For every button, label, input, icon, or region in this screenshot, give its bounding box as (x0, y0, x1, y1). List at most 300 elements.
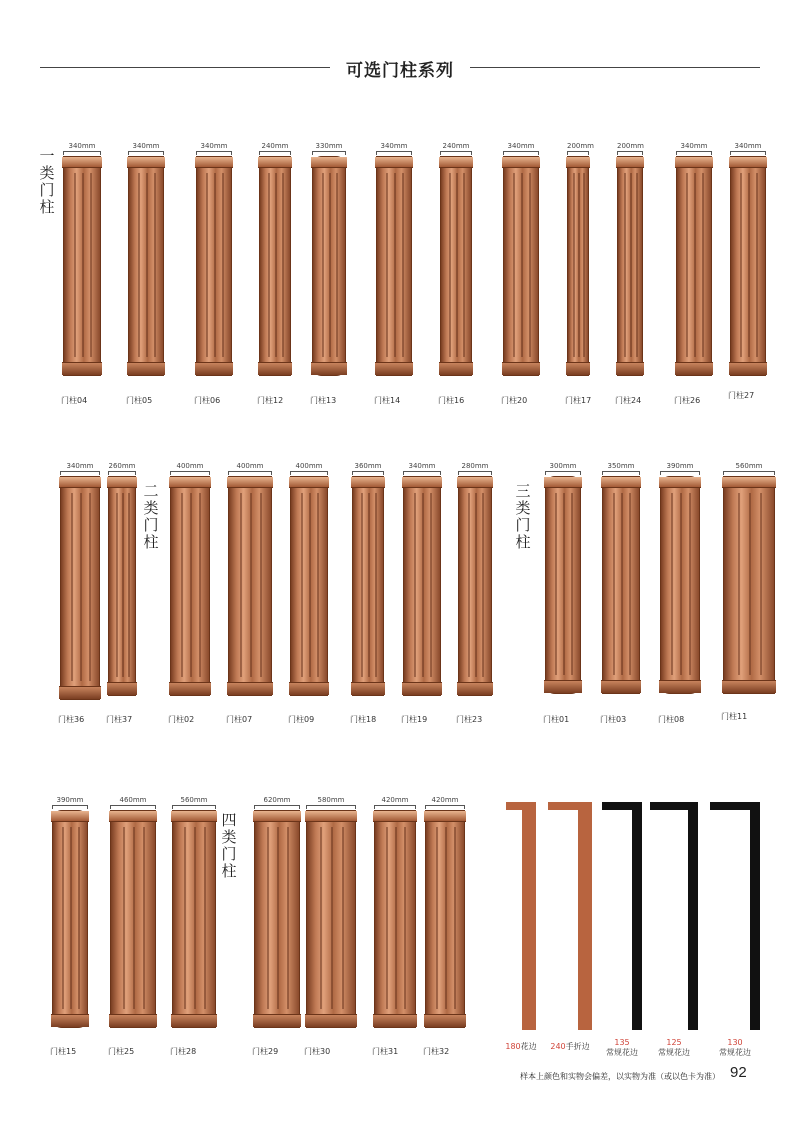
dimension-bracket (108, 471, 136, 475)
pillar-item (376, 142, 412, 376)
pillar-label: 门柱07 (226, 715, 253, 724)
frame-size: 130 (727, 1038, 743, 1047)
pillar-groove (386, 827, 388, 1009)
pillar-groove (449, 173, 451, 357)
dimension-bracket (52, 805, 88, 809)
pillar-groove (529, 173, 531, 357)
pillar-groove (143, 827, 145, 1009)
pillar-base (109, 1014, 157, 1027)
pillar-base (566, 362, 590, 375)
pillar-base (424, 1014, 466, 1027)
pillar-cap (616, 157, 644, 168)
pillar-groove (555, 493, 557, 675)
dimension-bracket (602, 471, 640, 475)
pillar-groove (375, 493, 377, 677)
pillar-groove (309, 493, 311, 677)
pillar-groove (206, 173, 208, 357)
pillar-image (52, 810, 88, 1028)
pillar-label: 门柱24 (615, 396, 642, 405)
pillar-width: 580mm (317, 796, 345, 804)
dimension-bracket (425, 805, 465, 809)
pillar-image (172, 810, 216, 1028)
pillar-item (170, 462, 210, 696)
pillar-groove (133, 827, 135, 1009)
pillar-groove (222, 173, 224, 357)
pillar-width: 400mm (176, 462, 204, 470)
pillar-base (616, 362, 644, 375)
frame-label (644, 1038, 704, 1058)
pillar-item (660, 462, 700, 694)
pillar-cap (305, 811, 357, 822)
pillar-groove (475, 493, 477, 677)
pillar-width: 340mm (734, 142, 762, 150)
pillar-groove (694, 173, 696, 357)
pillar-groove (680, 493, 682, 675)
pillar-label: 门柱28 (170, 1047, 197, 1056)
pillar-image (376, 156, 412, 376)
pillar-image (108, 476, 136, 696)
pillar-label: 门柱29 (252, 1047, 279, 1056)
pillar-image (730, 156, 766, 376)
pillar-width: 340mm (200, 142, 228, 150)
pillar-groove (184, 827, 186, 1009)
pillar-image (63, 156, 101, 376)
pillar-groove (414, 493, 416, 677)
pillar-groove (394, 173, 396, 357)
pillar-image (545, 476, 581, 694)
pillar-groove (331, 827, 333, 1009)
pillar-cap (169, 477, 211, 488)
pillar-groove (250, 493, 252, 677)
pillar-width: 460mm (119, 796, 147, 804)
pillar-item (503, 142, 539, 376)
frame-label (596, 1038, 648, 1058)
pillar-cap (375, 157, 413, 168)
pillar-item (60, 462, 100, 700)
dimension-bracket (312, 151, 346, 155)
pillar-image (290, 476, 328, 696)
dimension-bracket (196, 151, 232, 155)
pillar-groove (636, 173, 638, 357)
pillar-groove (268, 173, 270, 357)
frame-label (704, 1038, 766, 1058)
pillar-item (52, 796, 88, 1028)
pillar-image (617, 156, 643, 376)
pillar-item (545, 462, 581, 694)
pillar-label: 门柱31 (372, 1047, 399, 1056)
frame-size: 125 (666, 1038, 682, 1047)
pillar-item (306, 796, 356, 1028)
pillar-item (110, 796, 156, 1028)
pillar-item (567, 142, 594, 376)
dimension-bracket (254, 805, 300, 809)
pillar-width: 560mm (735, 462, 763, 470)
page-number: 92 (730, 1064, 747, 1081)
pillar-groove (513, 173, 515, 357)
pillar-groove (395, 827, 397, 1009)
pillar-label: 门柱01 (543, 715, 570, 724)
pillar-image (602, 476, 640, 694)
frame-type: 常规花边 (719, 1048, 751, 1057)
pillar-groove (402, 173, 404, 357)
pillar-item (312, 142, 346, 376)
pillar-base (51, 1014, 89, 1027)
pillar-item (374, 796, 416, 1028)
pillar-width: 340mm (507, 142, 535, 150)
frame-type: 花边 (520, 1042, 537, 1051)
pillar-groove (613, 493, 615, 675)
pillar-groove (89, 493, 91, 681)
pillar-width: 340mm (380, 142, 408, 150)
pillar-label: 门柱16 (438, 396, 465, 405)
pillar-groove (190, 493, 192, 677)
pillar-image (312, 156, 346, 376)
pillar-cap (659, 477, 701, 488)
pillar-cap (253, 811, 301, 822)
dimension-bracket (228, 471, 272, 475)
pillar-label: 门柱11 (721, 712, 748, 721)
pillar-base (59, 686, 101, 699)
pillar-label: 门柱32 (423, 1047, 450, 1056)
pillar-groove (404, 827, 406, 1009)
frame-type: 常规花边 (658, 1048, 690, 1057)
pillar-groove (468, 493, 470, 677)
pillar-groove (430, 493, 432, 677)
dimension-bracket (403, 471, 441, 475)
pillar-cap (722, 477, 776, 488)
pillar-label: 门柱30 (304, 1047, 331, 1056)
pillar-image (723, 476, 775, 694)
pillar-label: 门柱03 (600, 715, 627, 724)
pillar-base (439, 362, 473, 375)
pillar-cap (62, 157, 102, 168)
pillar-label: 门柱12 (257, 396, 284, 405)
frame-profile (506, 802, 536, 1030)
pillar-groove (578, 173, 580, 357)
pillar-groove (689, 493, 691, 675)
pillar-base (127, 362, 165, 375)
pillar-groove (756, 173, 758, 357)
pillar-groove (361, 493, 363, 677)
pillar-base (373, 1014, 417, 1027)
pillar-groove (749, 493, 751, 675)
dimension-bracket (376, 151, 412, 155)
frame-side (522, 802, 536, 1030)
dimension-bracket (170, 471, 210, 475)
pillar-cap (195, 157, 233, 168)
dimension-bracket (545, 471, 581, 475)
pillar-item (403, 462, 441, 696)
pillar-base (502, 362, 540, 375)
pillar-cap (424, 811, 466, 822)
pillar-groove (436, 827, 438, 1009)
pillar-image (425, 810, 465, 1028)
pillar-groove (90, 173, 92, 357)
pillar-image (440, 156, 472, 376)
category-label-2: 二类门柱 (143, 482, 159, 551)
pillar-width: 340mm (66, 462, 94, 470)
pillar-width: 280mm (461, 462, 489, 470)
pillar-item (440, 142, 472, 376)
pillar-cap (311, 157, 347, 168)
pillar-width: 390mm (56, 796, 84, 804)
pillar-groove (368, 493, 370, 677)
dimension-bracket (60, 471, 100, 475)
pillar-groove (573, 173, 575, 357)
pillar-label: 门柱26 (674, 396, 701, 405)
pillar-cap (439, 157, 473, 168)
pillar-label: 门柱37 (106, 715, 133, 724)
pillar-groove (282, 173, 284, 357)
pillar-image (128, 156, 164, 376)
pillar-groove (336, 173, 338, 357)
pillar-label: 门柱09 (288, 715, 315, 724)
frame-type: 常规花边 (606, 1048, 638, 1057)
pillar-groove (277, 827, 279, 1009)
pillar-image (170, 476, 210, 696)
pillar-groove (138, 173, 140, 357)
pillar-image (196, 156, 232, 376)
frame-profile (548, 802, 592, 1030)
pillar-image (254, 810, 300, 1028)
pillar-groove (671, 493, 673, 675)
pillar-groove (154, 173, 156, 357)
pillar-groove (571, 493, 573, 675)
pillar-groove (267, 827, 269, 1009)
frame-side (632, 802, 642, 1030)
pillar-width: 240mm (261, 142, 289, 150)
pillar-image (374, 810, 416, 1028)
pillar-base (289, 682, 329, 695)
pillar-label: 门柱15 (50, 1047, 77, 1056)
pillar-width: 350mm (607, 462, 635, 470)
pillar-item (676, 142, 712, 376)
pillar-image (110, 810, 156, 1028)
pillar-groove (78, 827, 80, 1009)
pillar-cap (289, 477, 329, 488)
dimension-bracket (723, 471, 775, 475)
pillar-base (729, 362, 767, 375)
pillar-cap (457, 477, 493, 488)
pillar-groove (482, 493, 484, 677)
pillar-base (601, 680, 641, 693)
pillar-groove (748, 173, 750, 357)
pillar-cap (107, 477, 137, 488)
dimension-bracket (128, 151, 164, 155)
pillar-image (660, 476, 700, 694)
pillar-groove (386, 173, 388, 357)
pillar-item (352, 462, 384, 696)
frame-profile (710, 802, 760, 1030)
pillar-groove (445, 827, 447, 1009)
pillar-width: 400mm (295, 462, 323, 470)
dimension-bracket (172, 805, 216, 809)
pillar-groove (322, 173, 324, 357)
pillar-groove (329, 173, 331, 357)
pillar-item (458, 462, 492, 696)
frame-side (688, 802, 698, 1030)
pillar-cap (729, 157, 767, 168)
page-title: 可选门柱系列 (0, 56, 800, 81)
pillar-groove (454, 827, 456, 1009)
pillar-image (503, 156, 539, 376)
frame-label (500, 1042, 542, 1052)
pillar-label: 门柱14 (374, 396, 401, 405)
pillar-item (128, 142, 164, 376)
pillar-groove (422, 493, 424, 677)
pillar-image (259, 156, 291, 376)
pillar-image (228, 476, 272, 696)
pillar-base (195, 362, 233, 375)
pillar-label: 门柱25 (108, 1047, 135, 1056)
pillar-groove (738, 493, 740, 675)
pillar-groove (194, 827, 196, 1009)
dimension-bracket (352, 471, 384, 475)
category-label-4: 四类门柱 (221, 811, 237, 880)
pillar-groove (760, 493, 762, 675)
pillar-cap (51, 811, 89, 822)
dimension-bracket (730, 151, 766, 155)
pillar-item (259, 142, 291, 376)
pillar-base (544, 680, 582, 693)
pillar-groove (621, 493, 623, 675)
pillar-width: 560mm (180, 796, 208, 804)
pillar-cap (601, 477, 641, 488)
frame-size: 240 (550, 1042, 566, 1051)
pillar-label: 门柱02 (168, 715, 195, 724)
frame-profile (602, 802, 642, 1030)
pillar-base (311, 362, 347, 375)
dimension-bracket (374, 805, 416, 809)
category-label-3: 三类门柱 (515, 482, 531, 551)
pillar-groove (199, 493, 201, 677)
pillar-width: 390mm (666, 462, 694, 470)
pillar-groove (301, 493, 303, 677)
pillar-groove (740, 173, 742, 357)
pillar-cap (127, 157, 165, 168)
pillar-label: 门柱17 (565, 396, 592, 405)
pillar-width: 340mm (132, 142, 160, 150)
pillar-width: 200mm (617, 142, 644, 150)
pillar-cap (566, 157, 590, 168)
pillar-groove (320, 827, 322, 1009)
dimension-bracket (676, 151, 712, 155)
dimension-bracket (458, 471, 492, 475)
pillar-groove (71, 493, 73, 681)
pillar-label: 门柱20 (501, 396, 528, 405)
pillar-width: 340mm (408, 462, 436, 470)
dimension-bracket (290, 471, 328, 475)
pillar-base (722, 680, 776, 693)
pillar-width: 200mm (567, 142, 594, 150)
pillar-groove (204, 827, 206, 1009)
pillar-base (253, 1014, 301, 1027)
pillar-groove (74, 173, 76, 357)
pillar-groove (521, 173, 523, 357)
pillar-cap (109, 811, 157, 822)
pillar-label: 门柱04 (61, 396, 88, 405)
pillar-label: 门柱05 (126, 396, 153, 405)
dimension-bracket (63, 151, 101, 155)
pillar-base (305, 1014, 357, 1027)
pillar-cap (227, 477, 273, 488)
pillar-cap (402, 477, 442, 488)
pillar-cap (502, 157, 540, 168)
pillar-width: 400mm (236, 462, 264, 470)
pillar-cap (373, 811, 417, 822)
pillar-item (63, 142, 101, 376)
pillar-groove (146, 173, 148, 357)
pillar-groove (123, 827, 125, 1009)
pillar-width: 240mm (442, 142, 470, 150)
pillar-base (107, 682, 137, 695)
pillar-groove (463, 173, 465, 357)
pillar-width: 260mm (108, 462, 136, 470)
frame-size: 135 (614, 1038, 630, 1047)
pillar-base (351, 682, 385, 695)
pillar-image (458, 476, 492, 696)
pillar-item (228, 462, 272, 696)
pillar-image (306, 810, 356, 1028)
frame-side (750, 802, 760, 1030)
dimension-bracket (440, 151, 472, 155)
pillar-base (227, 682, 273, 695)
pillar-label: 门柱19 (401, 715, 428, 724)
pillar-cap (544, 477, 582, 488)
pillar-base (457, 682, 493, 695)
frame-type: 手折边 (565, 1042, 590, 1051)
pillar-base (659, 680, 701, 693)
pillar-base (62, 362, 102, 375)
pillar-cap (675, 157, 713, 168)
pillar-groove (583, 173, 585, 357)
pillar-label: 门柱13 (310, 396, 337, 405)
pillar-width: 620mm (263, 796, 291, 804)
pillar-item (290, 462, 328, 696)
dimension-bracket (259, 151, 291, 155)
dimension-bracket (660, 471, 700, 475)
pillar-label: 门柱23 (456, 715, 483, 724)
frame-side (578, 802, 592, 1030)
pillar-image (676, 156, 712, 376)
footer-note: 样本上颜色和实物会偏差，以实物为准（或以色卡为准） (520, 1072, 720, 1081)
pillar-groove (240, 493, 242, 677)
pillar-width: 360mm (354, 462, 382, 470)
pillar-label: 门柱36 (58, 715, 85, 724)
pillar-groove (70, 827, 72, 1009)
pillar-item (617, 142, 643, 376)
category-label-1: 一类门柱 (39, 147, 55, 216)
pillar-label: 门柱06 (194, 396, 221, 405)
dimension-bracket (306, 805, 356, 809)
pillar-groove (80, 493, 82, 681)
pillar-cap (171, 811, 217, 822)
pillar-groove (128, 493, 130, 677)
pillar-label: 门柱27 (728, 391, 755, 400)
pillar-item (730, 142, 766, 376)
pillar-groove (275, 173, 277, 357)
pillar-image (60, 476, 100, 700)
pillar-groove (456, 173, 458, 357)
pillar-width: 340mm (68, 142, 96, 150)
pillar-item (254, 796, 300, 1028)
pillar-width: 340mm (680, 142, 708, 150)
pillar-width: 420mm (431, 796, 459, 804)
pillar-groove (686, 173, 688, 357)
pillar-base (402, 682, 442, 695)
pillar-item (196, 142, 232, 376)
pillar-groove (702, 173, 704, 357)
